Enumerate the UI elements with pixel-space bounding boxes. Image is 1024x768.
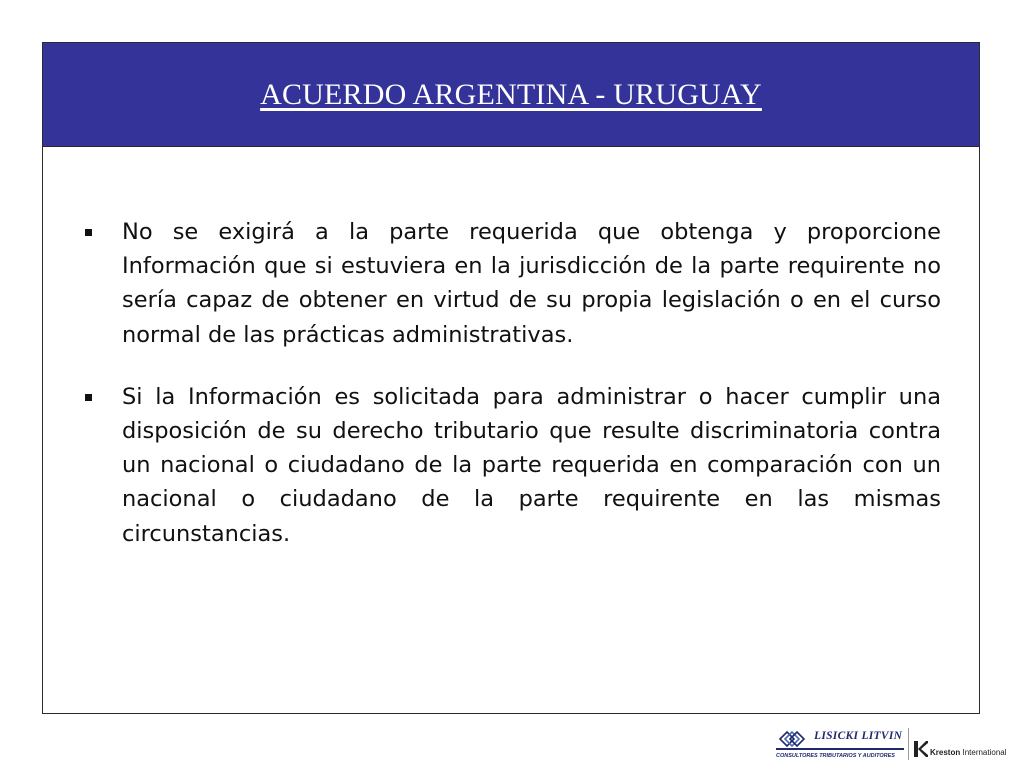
firm-logo-name: LISICKI LITVIN [814,730,903,742]
square-bullet-icon [85,394,92,401]
bullet-text-2: Si la Información es solicitada para administrar o hacer cumplir una disposición de su derecho tributario que resulte discriminatoria contra un nacional o ciudadano de la parte requerida en comparación con un nacional o ciudadano de la parte requirente en las mismas circunstancias. [122,383,941,547]
network-logo-suffix: International [962,748,1007,757]
bullet-list [79,215,941,579]
title-bar [43,43,979,147]
bullet-item-1 [79,215,941,352]
bullet-text-1: No se exigirá a la parte requerida que obtenga y proporcione Información que si estuviera en la jurisdicción de la parte requirente no sería capaz de obtener en virtud de su propia legislación o en el curso normal de las prácticas administrativas. [122,219,941,348]
square-bullet-icon [85,229,92,236]
kreston-k-logo-icon [914,741,928,761]
logo-separator [908,728,909,760]
network-logo-brand: Kreston [930,748,961,757]
network-logo-name [930,748,1007,757]
slide-frame [42,42,980,714]
logo-divider [776,748,904,750]
bullet-item-2 [79,380,941,551]
footer-logos [776,726,1016,764]
firm-logo-tagline: CONSULTORES TRIBUTARIOS Y AUDITORES [776,753,895,759]
slide-title: ACUERDO ARGENTINA - URUGUAY [260,77,762,111]
